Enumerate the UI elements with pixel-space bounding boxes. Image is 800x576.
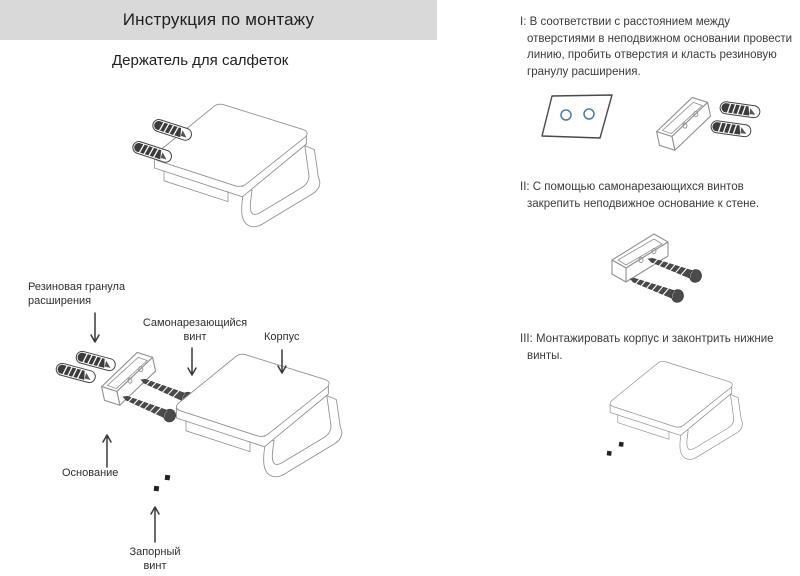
step-2-illustration [592, 220, 752, 320]
label-base: Основание [62, 467, 119, 479]
label-rubber-plug: Резиновая гранула расширения [28, 281, 126, 307]
wall-plug-icon [710, 101, 760, 137]
tapping-screw-arrow [188, 348, 196, 375]
step-2-text: II: С помощью самонарезающихся винтов закрепить неподвижное основание к стене. [520, 181, 760, 210]
product-title: Держатель для салфеток [112, 52, 289, 69]
body-arrow [278, 350, 286, 373]
napkin-holder-drawing [176, 354, 341, 477]
label-lock-screw: Запорный винт [129, 546, 181, 572]
rubber-plug-arrow [91, 313, 99, 342]
base-arrow [103, 435, 111, 467]
header-band [0, 0, 437, 40]
step-3-illustration [580, 348, 765, 488]
wall-with-holes-drawing [542, 95, 612, 138]
lock-screw-icon [154, 475, 171, 492]
napkin-holder-drawing [154, 104, 319, 227]
main-product-drawing [98, 88, 343, 268]
base-bracket-drawing [612, 234, 668, 282]
step-1-illustration [523, 83, 778, 183]
lock-screw-arrow [151, 507, 159, 542]
step-1-text: I: В соответствии с расстоянием между отверстиями в неподвижном основании провести линию, пробить отверстия и класть резиновую гранулу расширения. [520, 16, 793, 78]
base-bracket-drawing [651, 95, 716, 154]
lock-screw-icon [607, 442, 624, 456]
label-tapping-screw: Самонарезающийся винт [142, 317, 248, 343]
label-body: Корпус [264, 331, 300, 343]
napkin-holder-drawing [610, 361, 742, 459]
wall-plug-icon [55, 350, 117, 384]
step-3-text: III: Монтажировать корпус и законтрить нижние винты. [520, 333, 774, 362]
page-title: Инструкция по монтажу [122, 10, 315, 29]
